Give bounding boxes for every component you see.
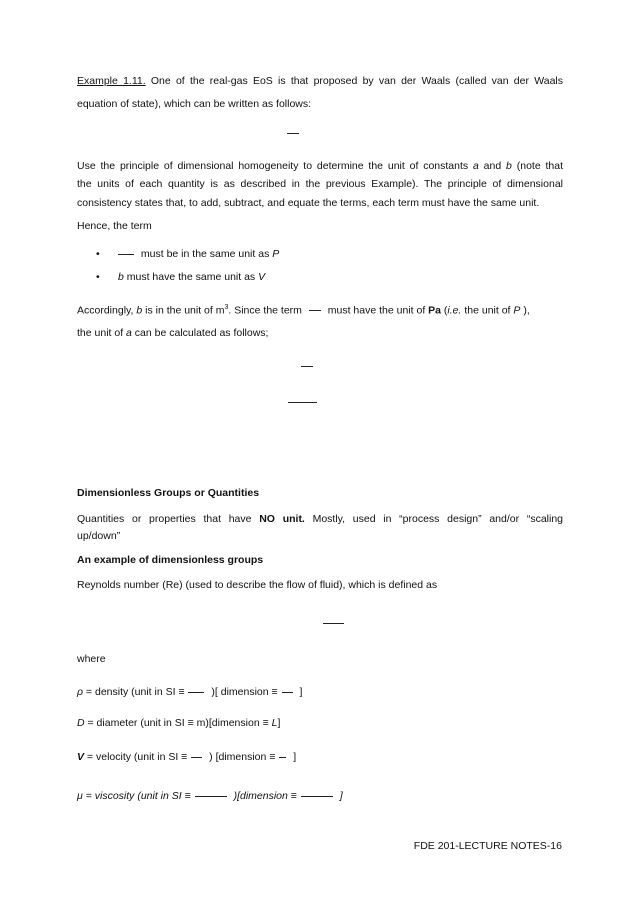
example-label: Example 1.11. <box>77 75 146 87</box>
inline-fraction-bar <box>301 796 333 797</box>
accordingly-line-1: Accordingly, b is in the unit of $m^3$. Since the term must have the unit of Pa (i.e. the unit of P ), <box>77 304 530 317</box>
def-velocity: V = velocity (unit in SI ≡ ) [dimension ≡ ] <box>77 751 297 763</box>
def-diameter: D = diameter (unit in SI ≡ m)[dimension ≡ L] <box>77 717 281 729</box>
bullet-marker: • <box>96 271 100 283</box>
section-title: Dimensionless Groups or Quantities <box>77 487 260 499</box>
example-line-1: Example 1.11. One of the real-gas EoS is that proposed by van der Waals (called van der Waals <box>77 75 563 87</box>
derivation-fraction-bar <box>301 366 313 367</box>
where-text: where <box>77 653 106 665</box>
quantities-line-2: up/down” <box>77 530 121 542</box>
inline-fraction-bar <box>195 796 227 797</box>
bullet-item-2: b must have the same unit as V <box>118 271 266 283</box>
def-viscosity: μ = viscosity (unit in SI ≡ )[dimension ≡ ] <box>77 790 343 802</box>
example-line-2: equation of state), which can be written as follows: <box>77 98 312 110</box>
bullet-marker: • <box>96 248 100 260</box>
derivation-fraction-bar <box>288 402 317 403</box>
inline-fraction-bar <box>191 757 202 758</box>
inline-fraction-bar <box>188 692 204 693</box>
equation-fraction-bar <box>287 133 299 134</box>
homogeneity-line-3: consistency states that, to add, subtract, and equate the terms, each term must have the same unit. <box>77 197 540 209</box>
homogeneity-line-1: Use the principle of dimensional homogeneity to determine the unit of constants a and b (note that <box>77 160 564 172</box>
page-footer: FDE 201-LECTURE NOTES-16 <box>413 840 562 852</box>
bullet-item-1: must be in the same unit as P <box>118 246 279 262</box>
def-density: ρ = density (unit in SI ≡ )[ dimension ≡ ] <box>77 686 303 698</box>
accordingly-line-2: the unit of a can be calculated as follows; <box>77 327 269 339</box>
homogeneity-line-2: the units of each quantity is as described in the previous Example). The principle of dimensional <box>77 178 563 190</box>
reynolds-fraction-bar <box>323 623 344 624</box>
inline-fraction-bar <box>282 692 293 693</box>
inline-fraction-bar <box>309 310 321 311</box>
example-heading: An example of dimensionless groups <box>77 554 264 566</box>
inline-fraction-bar <box>279 757 286 758</box>
hence-text: Hence, the term <box>77 220 152 232</box>
reynolds-text: Reynolds number (Re) (used to describe the flow of fluid), which is defined as <box>77 579 438 591</box>
quantities-line-1: Quantities or properties that have NO unit. Mostly, used in “process design” and/or “scaling <box>77 513 564 525</box>
inline-fraction-bar <box>118 254 134 255</box>
